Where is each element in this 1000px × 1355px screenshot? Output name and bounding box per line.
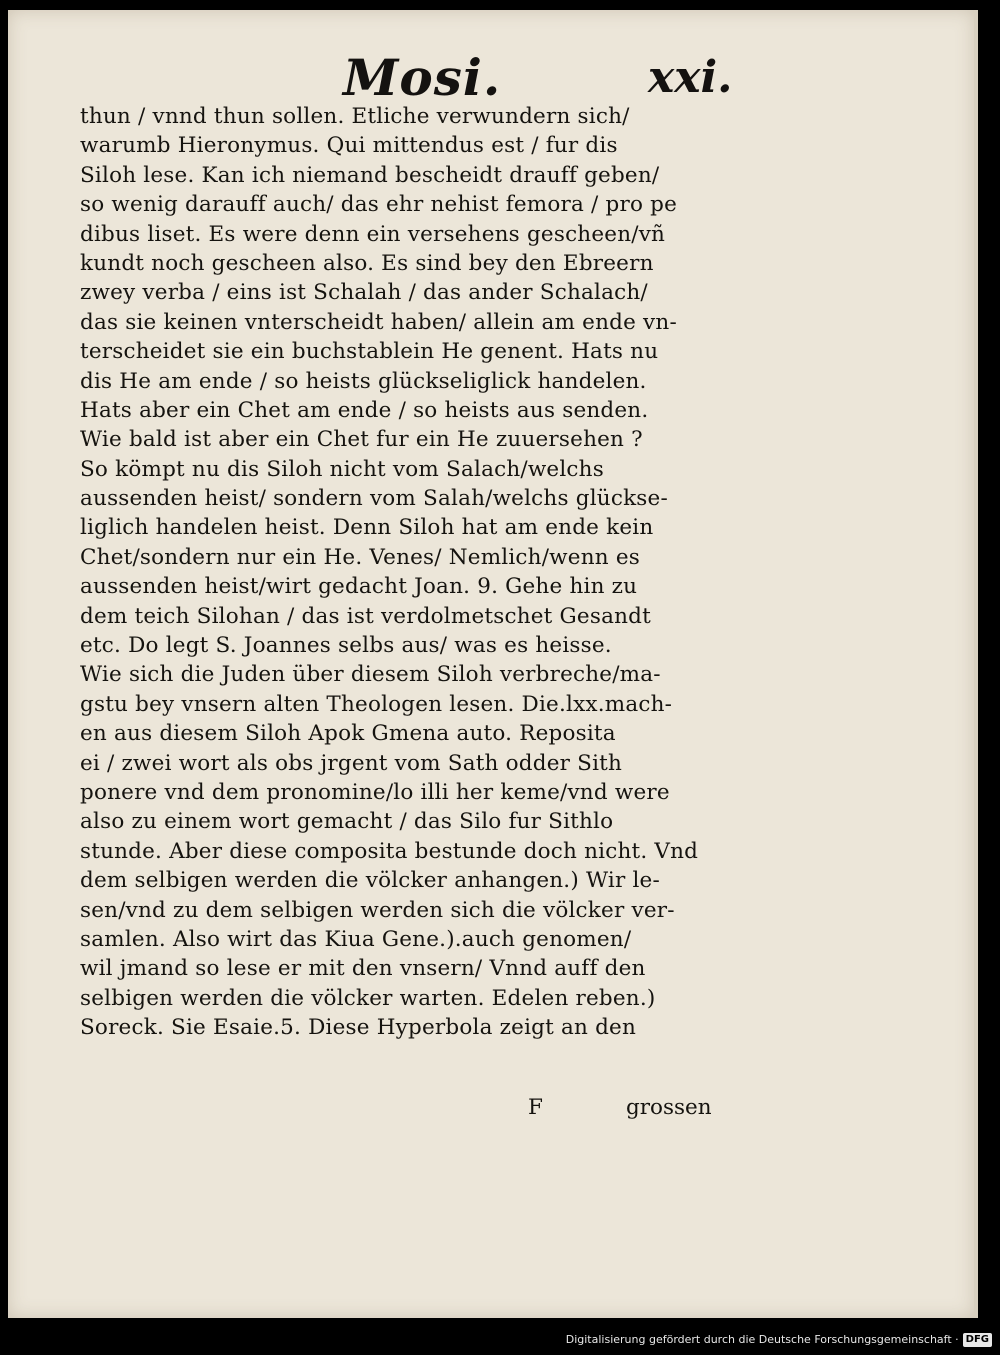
text-line: Siloh lese. Kan ich niemand bescheidt drauff geben/	[80, 162, 660, 188]
text-line: Hats aber ein Chet am ende / so heists aus senden.	[80, 397, 649, 423]
folio-number: xxi.	[648, 52, 733, 103]
text-line: So kömpt nu dis Siloh nicht vom Salach/welchs	[80, 456, 604, 482]
text-line: dibus liset. Es were denn ein versehens gescheen/vñ	[80, 221, 666, 247]
text-line: Soreck. Sie Esaie.5. Diese Hyperbola zeigt an den	[80, 1015, 637, 1041]
catchword: grossen	[626, 1095, 712, 1120]
text-line: stunde. Aber diese composita bestunde doch nicht. Vnd	[80, 838, 699, 864]
text-line: thun / vnnd thun sollen. Etliche verwundern sich/	[80, 104, 630, 129]
footer-credit: Digitalisierung gefördert durch die Deutsche Forschungsgemeinschaft ·	[565, 1333, 959, 1346]
text-line: dis He am ende / so heists glückseliglick handelen.	[80, 368, 647, 394]
text-line: aussenden heist/wirt gedacht Joan. 9. Gehe hin zu	[80, 574, 638, 600]
text-line: ei / zwei wort als obs jrgent vom Sath odder Sith	[80, 750, 623, 776]
text-line: terscheidet sie ein buchstablein He genent. Hats nu	[80, 339, 659, 365]
text-line: warumb Hieronymus. Qui mittendus est / fur dis	[80, 133, 618, 159]
text-line: selbigen werden die völcker warten. Edelen reben.)	[80, 985, 656, 1011]
text-line: en aus diesem Siloh Apok Gmena auto. Reposita	[80, 721, 616, 747]
text-line: Chet/sondern nur ein He. Venes/ Nemlich/wenn es	[80, 544, 640, 570]
dfg-logo-icon: DFG	[963, 1333, 992, 1347]
page-header	[8, 48, 974, 108]
text-line: dem teich Silohan / das ist verdolmetschet Gesandt	[80, 603, 651, 629]
text-line: dem selbigen werden die völcker anhangen.) Wir le-	[80, 868, 660, 894]
digitization-footer	[566, 1330, 992, 1350]
text-line: zwey verba / eins ist Schalah / das ander Schalach/	[80, 280, 648, 306]
text-line: also zu einem wort gemacht / das Silo fur Sithlo	[80, 809, 614, 835]
text-line: Wie sich die Juden über diesem Siloh verbreche/ma-	[80, 662, 661, 688]
text-line: so wenig darauff auch/ das ehr nehist femora / pro pe	[80, 192, 678, 218]
body-text	[80, 102, 740, 1043]
text-line: liglich handelen heist. Denn Siloh hat am ende kein	[80, 515, 654, 541]
text-line: Wie bald ist aber ein Chet fur ein He zuuersehen ?	[80, 427, 643, 453]
page-edge	[974, 10, 978, 1318]
signature-line	[8, 1093, 974, 1123]
text-line: das sie keinen vnterscheidt haben/ allein am ende vn-	[80, 309, 677, 335]
text-line: aussenden heist/ sondern vom Salah/welchs glückse-	[80, 486, 668, 512]
text-line: gstu bey vnsern alten Theologen lesen. Die.lxx.mach-	[80, 691, 673, 717]
text-line: wil jmand so lese er mit den vnsern/ Vnnd auff den	[80, 956, 646, 982]
scanned-page	[8, 10, 974, 1318]
text-line: sen/vnd zu dem selbigen werden sich die völcker ver-	[80, 897, 675, 923]
text-line: ponere vnd dem pronomine/lo illi her keme/vnd were	[80, 779, 670, 805]
running-head: Mosi.	[343, 48, 502, 107]
signature-mark: F	[528, 1095, 543, 1120]
text-line: kundt noch gescheen also. Es sind bey den Ebreern	[80, 250, 654, 276]
text-line: etc. Do legt S. Joannes selbs aus/ was es heisse.	[80, 633, 612, 659]
text-line: samlen. Also wirt das Kiua Gene.).auch genomen/	[80, 926, 632, 952]
